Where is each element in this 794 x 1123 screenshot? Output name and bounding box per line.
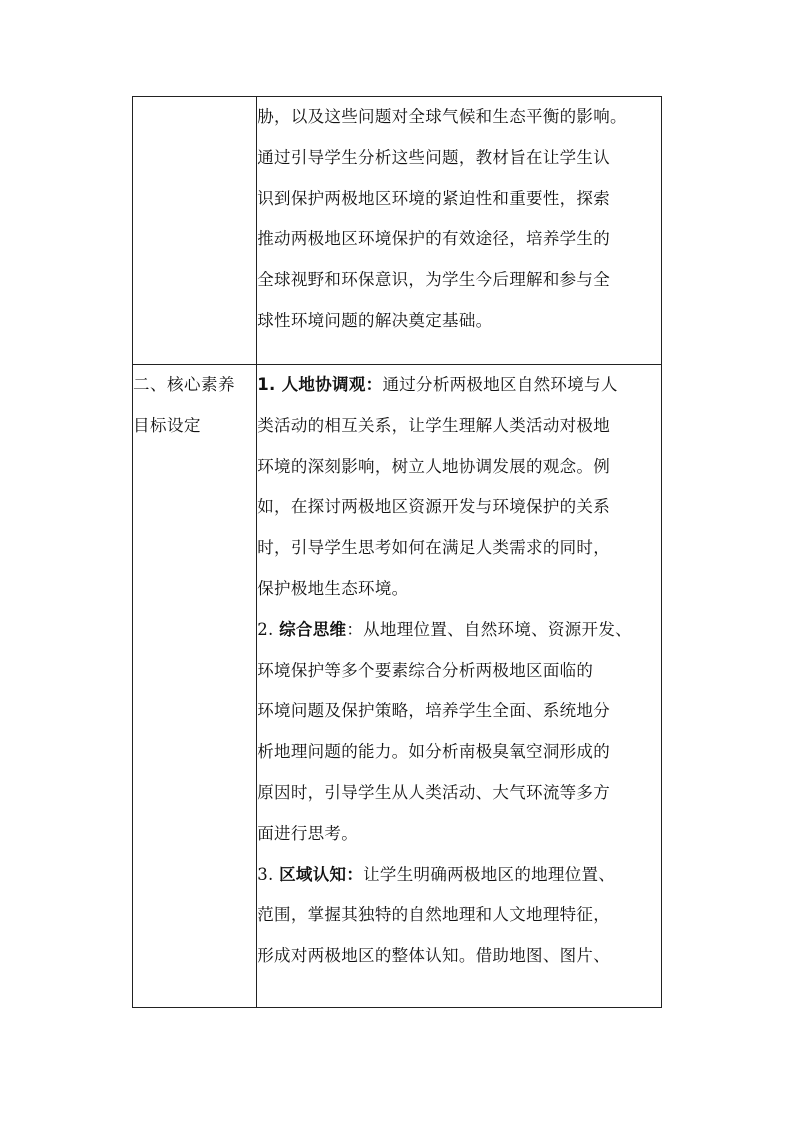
table-row	[133, 365, 662, 1008]
lesson-plan-table	[132, 96, 662, 1008]
text-line: 识到保护两极地区环境的紧迫性和重要性，探索	[257, 188, 611, 208]
text-line: 全球视野和环保意识，为学生今后理解和参与全	[257, 270, 611, 290]
text-line: 原因时，引导学生从人类活动、大气环流等多方	[257, 782, 611, 802]
item1-heading: 1. 人地协调观：	[257, 375, 383, 394]
item2-heading: 综合思维	[279, 619, 347, 639]
text-line: 范围，掌握其独特的自然地理和人文地理特征，	[257, 905, 611, 925]
row1-label-cell	[133, 97, 257, 365]
section-label: 二、核心素养	[133, 375, 235, 394]
text-line: 环境问题及保护策略，培养学生全面、系统地分	[257, 701, 611, 721]
item2-text: ：从地理位置、自然环境、资源开发、	[346, 619, 632, 639]
row2-content-cell	[257, 365, 662, 1008]
item3-heading: 区域认知：	[279, 864, 364, 884]
text-line: 环境保护等多个要素综合分析两极地区面临的	[257, 660, 594, 680]
section-label: 目标设定	[133, 415, 201, 435]
item3-first-line	[257, 855, 661, 896]
text-line: 形成对两极地区的整体认知。借助地图、图片、	[257, 946, 611, 966]
item1-text: 通过分析两极地区自然环境与人	[382, 375, 618, 394]
text-line: 如，在探讨两极地区资源开发与环境保护的关系	[257, 497, 611, 517]
text-line: 通过引导学生分析这些问题，教材旨在让学生认	[257, 147, 611, 167]
row1-content-cell	[257, 97, 662, 365]
item1-first-line	[257, 365, 661, 406]
text-line: 推动两极地区环境保护的有效途径，培养学生的	[257, 229, 611, 249]
item2-number: 2.	[257, 619, 280, 639]
text-line: 环境的深刻影响，树立人地协调发展的观念。例	[257, 456, 611, 476]
item3-number: 3.	[257, 864, 280, 884]
item2-first-line	[257, 610, 661, 651]
text-line: 类活动的相互关系，让学生理解人类活动对极地	[257, 415, 611, 435]
text-line: 析地理问题的能力。如分析南极臭氧空洞形成的	[257, 742, 611, 762]
text-line: 球性环境问题的解决奠定基础。	[257, 310, 493, 330]
row2-label-cell	[133, 365, 257, 1008]
text-line: 时，引导学生思考如何在满足人类需求的同时，	[257, 538, 611, 558]
table-row	[133, 97, 662, 365]
text-line: 保护极地生态环境。	[257, 578, 409, 598]
text-line: 面进行思考。	[257, 823, 359, 843]
item3-text: 让学生明确两极地区的地理位置、	[363, 864, 616, 884]
text-line: 胁，以及这些问题对全球气候和生态平衡的影响。	[257, 107, 627, 126]
